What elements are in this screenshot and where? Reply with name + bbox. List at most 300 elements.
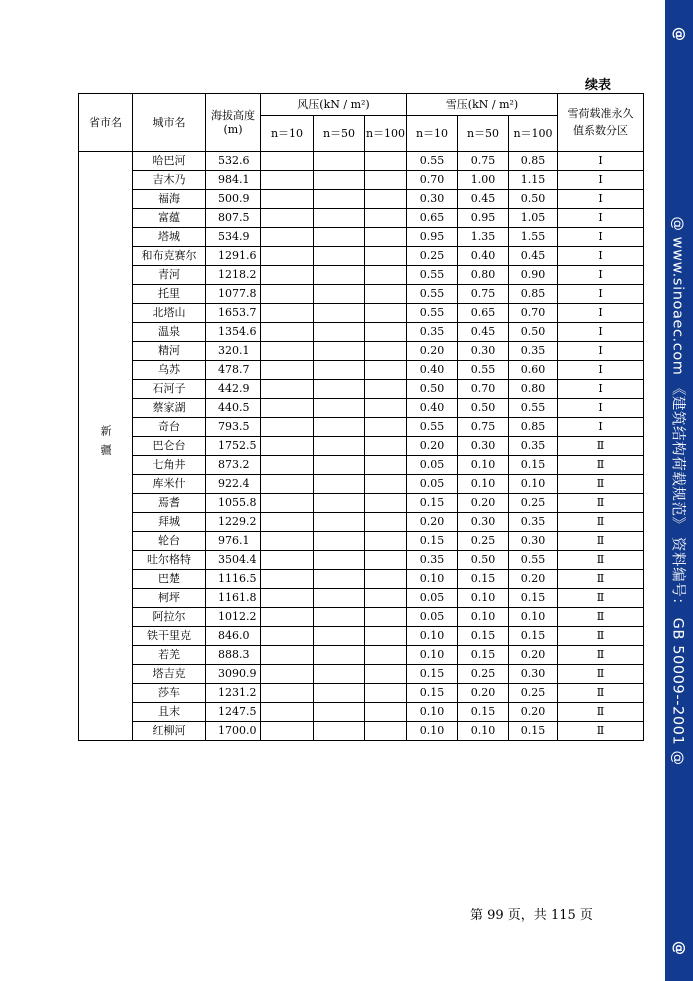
wind-n50-cell xyxy=(314,209,365,228)
wind-n10-cell xyxy=(261,494,314,513)
altitude-cell: 320.1 xyxy=(206,342,261,361)
header-altitude-label: 海拔高度 xyxy=(211,109,255,123)
wind-n50-cell xyxy=(314,418,365,437)
wind-n100-cell xyxy=(365,589,407,608)
snow-n100-cell: 0.70 xyxy=(509,304,558,323)
zone-cell: Ⅱ xyxy=(558,513,644,532)
city-cell: 红柳河 xyxy=(133,722,206,741)
zone-cell: Ⅱ xyxy=(558,684,644,703)
snow-n100-cell: 0.45 xyxy=(509,247,558,266)
wind-n50-cell xyxy=(314,532,365,551)
snow-n100-cell: 0.25 xyxy=(509,684,558,703)
wind-n50-cell xyxy=(314,627,365,646)
zone-cell: Ⅰ xyxy=(558,285,644,304)
snow-n50-cell: 0.30 xyxy=(458,342,509,361)
snow-n10-cell: 0.10 xyxy=(407,570,458,589)
snow-n50-cell: 0.75 xyxy=(458,285,509,304)
snow-n50-cell: 0.15 xyxy=(458,627,509,646)
city-cell: 福海 xyxy=(133,190,206,209)
snow-n50-cell: 0.10 xyxy=(458,456,509,475)
altitude-cell: 440.5 xyxy=(206,399,261,418)
wind-n100-cell xyxy=(365,513,407,532)
wind-n50-cell xyxy=(314,228,365,247)
altitude-cell: 1653.7 xyxy=(206,304,261,323)
table-row xyxy=(79,494,644,513)
snow-n10-cell: 0.20 xyxy=(407,437,458,456)
wind-n100-cell xyxy=(365,551,407,570)
wind-n50-cell xyxy=(314,152,365,171)
wind-n100-cell xyxy=(365,285,407,304)
wind-n10-cell xyxy=(261,551,314,570)
snow-n100-cell: 0.20 xyxy=(509,570,558,589)
wind-n50-cell xyxy=(314,589,365,608)
altitude-cell: 984.1 xyxy=(206,171,261,190)
snow-n50-cell: 0.10 xyxy=(458,475,509,494)
table-row xyxy=(79,570,644,589)
snow-n10-cell: 0.25 xyxy=(407,247,458,266)
altitude-cell: 1247.5 xyxy=(206,703,261,722)
table-body xyxy=(79,152,644,741)
city-cell: 石河子 xyxy=(133,380,206,399)
wind-n10-cell xyxy=(261,399,314,418)
wind-n50-cell xyxy=(314,665,365,684)
snow-n10-cell: 0.20 xyxy=(407,342,458,361)
altitude-cell: 1354.6 xyxy=(206,323,261,342)
wind-n10-cell xyxy=(261,513,314,532)
altitude-cell: 1116.5 xyxy=(206,570,261,589)
snow-n50-cell: 0.55 xyxy=(458,361,509,380)
wind-n50-cell xyxy=(314,703,365,722)
snow-n10-cell: 0.55 xyxy=(407,285,458,304)
table-row xyxy=(79,627,644,646)
wind-n10-cell xyxy=(261,665,314,684)
wind-n50-cell xyxy=(314,684,365,703)
wind-n100-cell xyxy=(365,570,407,589)
table-row xyxy=(79,323,644,342)
wind-n10-cell xyxy=(261,646,314,665)
sidebar-text: @ www.sinoaec.com 《建筑结构荷载规范》 资料编号： GB 50009--2001 @ xyxy=(669,215,686,766)
city-cell: 巴楚 xyxy=(133,570,206,589)
wind-n50-cell xyxy=(314,722,365,741)
table-row xyxy=(79,551,644,570)
table-row xyxy=(79,152,644,171)
snow-n100-cell: 0.85 xyxy=(509,152,558,171)
snow-n10-cell: 0.10 xyxy=(407,627,458,646)
snow-n10-cell: 0.30 xyxy=(407,190,458,209)
wind-n100-cell xyxy=(365,266,407,285)
zone-cell: Ⅰ xyxy=(558,247,644,266)
snow-n10-cell: 0.05 xyxy=(407,608,458,627)
wind-n50-cell xyxy=(314,190,365,209)
snow-n100-cell: 0.30 xyxy=(509,665,558,684)
city-cell: 吉木乃 xyxy=(133,171,206,190)
altitude-cell: 873.2 xyxy=(206,456,261,475)
province-name: 新疆 xyxy=(99,425,113,464)
city-cell: 焉耆 xyxy=(133,494,206,513)
header-snow-n10: n＝10 xyxy=(407,116,458,152)
wind-n100-cell xyxy=(365,627,407,646)
snow-n100-cell: 0.35 xyxy=(509,342,558,361)
zone-cell: Ⅰ xyxy=(558,399,644,418)
wind-n10-cell xyxy=(261,266,314,285)
wind-n100-cell xyxy=(365,437,407,456)
snow-n50-cell: 0.10 xyxy=(458,722,509,741)
wind-n50-cell xyxy=(314,646,365,665)
snow-n50-cell: 0.15 xyxy=(458,570,509,589)
wind-n100-cell xyxy=(365,532,407,551)
altitude-cell: 793.5 xyxy=(206,418,261,437)
city-cell: 精河 xyxy=(133,342,206,361)
altitude-cell: 1161.8 xyxy=(206,589,261,608)
wind-n10-cell xyxy=(261,190,314,209)
wind-n10-cell xyxy=(261,152,314,171)
altitude-cell: 1231.2 xyxy=(206,684,261,703)
altitude-cell: 532.6 xyxy=(206,152,261,171)
table-row xyxy=(79,722,644,741)
wind-n50-cell xyxy=(314,285,365,304)
wind-n100-cell xyxy=(365,380,407,399)
snow-n50-cell: 0.50 xyxy=(458,399,509,418)
snow-n100-cell: 0.25 xyxy=(509,494,558,513)
table-row xyxy=(79,361,644,380)
snow-n100-cell: 0.50 xyxy=(509,323,558,342)
snow-n10-cell: 0.15 xyxy=(407,665,458,684)
snow-n10-cell: 0.10 xyxy=(407,703,458,722)
snow-n100-cell: 0.50 xyxy=(509,190,558,209)
snow-n50-cell: 0.75 xyxy=(458,152,509,171)
snow-n10-cell: 0.55 xyxy=(407,152,458,171)
table-row xyxy=(79,703,644,722)
zone-cell: Ⅰ xyxy=(558,228,644,247)
wind-n10-cell xyxy=(261,171,314,190)
city-cell: 柯坪 xyxy=(133,589,206,608)
header-wind-n10: n＝10 xyxy=(261,116,314,152)
table-row xyxy=(79,171,644,190)
province-cell xyxy=(79,152,133,741)
header-snow: 雪压(kN / m²) xyxy=(407,94,558,116)
zone-cell: Ⅱ xyxy=(558,437,644,456)
snow-n50-cell: 1.00 xyxy=(458,171,509,190)
altitude-cell: 534.9 xyxy=(206,228,261,247)
wind-n50-cell xyxy=(314,551,365,570)
altitude-cell: 3090.9 xyxy=(206,665,261,684)
snow-n10-cell: 0.40 xyxy=(407,399,458,418)
wind-n10-cell xyxy=(261,456,314,475)
snow-n100-cell: 0.80 xyxy=(509,380,558,399)
zone-cell: Ⅱ xyxy=(558,570,644,589)
snow-n100-cell: 1.15 xyxy=(509,171,558,190)
altitude-cell: 888.3 xyxy=(206,646,261,665)
wind-n100-cell xyxy=(365,209,407,228)
altitude-cell: 976.1 xyxy=(206,532,261,551)
city-cell: 七角井 xyxy=(133,456,206,475)
header-province: 省市名 xyxy=(79,94,133,152)
wind-n10-cell xyxy=(261,703,314,722)
altitude-cell: 1218.2 xyxy=(206,266,261,285)
table-row xyxy=(79,456,644,475)
wind-n100-cell xyxy=(365,361,407,380)
wind-n100-cell xyxy=(365,703,407,722)
altitude-cell: 807.5 xyxy=(206,209,261,228)
zone-cell: Ⅰ xyxy=(558,209,644,228)
snow-n10-cell: 0.10 xyxy=(407,646,458,665)
city-cell: 奇台 xyxy=(133,418,206,437)
snow-n100-cell: 1.55 xyxy=(509,228,558,247)
city-cell: 温泉 xyxy=(133,323,206,342)
snow-n50-cell: 0.45 xyxy=(458,323,509,342)
wind-n10-cell xyxy=(261,475,314,494)
table-row xyxy=(79,437,644,456)
wind-n10-cell xyxy=(261,722,314,741)
zone-cell: Ⅱ xyxy=(558,589,644,608)
wind-n50-cell xyxy=(314,608,365,627)
snow-n50-cell: 0.45 xyxy=(458,190,509,209)
snow-n100-cell: 0.20 xyxy=(509,703,558,722)
table-row xyxy=(79,190,644,209)
zone-cell: Ⅱ xyxy=(558,722,644,741)
snow-n100-cell: 0.90 xyxy=(509,266,558,285)
wind-n100-cell xyxy=(365,494,407,513)
table-row xyxy=(79,285,644,304)
continued-label: 续表 xyxy=(585,78,612,93)
wind-n10-cell xyxy=(261,627,314,646)
wind-n10-cell xyxy=(261,323,314,342)
wind-n50-cell xyxy=(314,570,365,589)
zone-cell: Ⅰ xyxy=(558,190,644,209)
wind-n100-cell xyxy=(365,228,407,247)
wind-n10-cell xyxy=(261,228,314,247)
snow-n100-cell: 0.15 xyxy=(509,722,558,741)
table-row xyxy=(79,589,644,608)
wind-n10-cell xyxy=(261,684,314,703)
snow-n10-cell: 0.15 xyxy=(407,494,458,513)
wind-n100-cell xyxy=(365,190,407,209)
wind-n100-cell xyxy=(365,323,407,342)
header-altitude-unit: (m) xyxy=(223,122,243,136)
table-row xyxy=(79,342,644,361)
wind-n50-cell xyxy=(314,247,365,266)
zone-cell: Ⅰ xyxy=(558,380,644,399)
zone-cell: Ⅰ xyxy=(558,418,644,437)
wind-n50-cell xyxy=(314,342,365,361)
zone-cell: Ⅰ xyxy=(558,171,644,190)
zone-cell: Ⅱ xyxy=(558,665,644,684)
table-row xyxy=(79,209,644,228)
table-row xyxy=(79,646,644,665)
wind-n10-cell xyxy=(261,209,314,228)
wind-n100-cell xyxy=(365,475,407,494)
zone-cell: Ⅰ xyxy=(558,152,644,171)
wind-n100-cell xyxy=(365,418,407,437)
snow-n100-cell: 0.85 xyxy=(509,285,558,304)
altitude-cell: 922.4 xyxy=(206,475,261,494)
wind-n10-cell xyxy=(261,247,314,266)
zone-cell: Ⅱ xyxy=(558,608,644,627)
table-row xyxy=(79,475,644,494)
zone-cell: Ⅰ xyxy=(558,304,644,323)
snow-n100-cell: 0.10 xyxy=(509,608,558,627)
snow-n50-cell: 0.10 xyxy=(458,608,509,627)
snow-n50-cell: 0.30 xyxy=(458,437,509,456)
snow-n100-cell: 0.20 xyxy=(509,646,558,665)
wind-n100-cell xyxy=(365,722,407,741)
zone-cell: Ⅱ xyxy=(558,703,644,722)
city-cell: 阿拉尔 xyxy=(133,608,206,627)
altitude-cell: 1291.6 xyxy=(206,247,261,266)
zone-cell: Ⅰ xyxy=(558,323,644,342)
header-wind-n100: n＝100 xyxy=(365,116,407,152)
city-cell: 巴仑台 xyxy=(133,437,206,456)
snow-n10-cell: 0.35 xyxy=(407,323,458,342)
table-row xyxy=(79,399,644,418)
table-row xyxy=(79,266,644,285)
header-snow-zone: 雪荷载准永久值系数分区 xyxy=(558,94,644,152)
zone-cell: Ⅱ xyxy=(558,646,644,665)
snow-n100-cell: 0.35 xyxy=(509,513,558,532)
wind-n100-cell xyxy=(365,171,407,190)
wind-n10-cell xyxy=(261,570,314,589)
wind-n10-cell xyxy=(261,380,314,399)
wind-n100-cell xyxy=(365,247,407,266)
header-altitude xyxy=(206,94,261,152)
altitude-cell: 478.7 xyxy=(206,361,261,380)
city-cell: 铁干里克 xyxy=(133,627,206,646)
table-row xyxy=(79,608,644,627)
wind-n100-cell xyxy=(365,684,407,703)
altitude-cell: 1700.0 xyxy=(206,722,261,741)
snow-n50-cell: 0.10 xyxy=(458,589,509,608)
city-cell: 青河 xyxy=(133,266,206,285)
snow-n10-cell: 0.40 xyxy=(407,361,458,380)
table-row xyxy=(79,665,644,684)
city-cell: 和布克赛尔 xyxy=(133,247,206,266)
snow-n50-cell: 0.50 xyxy=(458,551,509,570)
city-cell: 且末 xyxy=(133,703,206,722)
city-cell: 富蕴 xyxy=(133,209,206,228)
altitude-cell: 1229.2 xyxy=(206,513,261,532)
zone-cell: Ⅱ xyxy=(558,456,644,475)
zone-cell: Ⅰ xyxy=(558,342,644,361)
snow-n50-cell: 0.70 xyxy=(458,380,509,399)
table-row xyxy=(79,228,644,247)
snow-n10-cell: 0.55 xyxy=(407,266,458,285)
snow-n50-cell: 0.75 xyxy=(458,418,509,437)
snow-n10-cell: 0.05 xyxy=(407,475,458,494)
snow-n100-cell: 0.60 xyxy=(509,361,558,380)
wind-n50-cell xyxy=(314,494,365,513)
altitude-cell: 3504.4 xyxy=(206,551,261,570)
table-row xyxy=(79,684,644,703)
table-row xyxy=(79,418,644,437)
snow-n10-cell: 0.55 xyxy=(407,418,458,437)
header-snow-n100: n＝100 xyxy=(509,116,558,152)
snow-n100-cell: 0.15 xyxy=(509,456,558,475)
snow-n50-cell: 0.95 xyxy=(458,209,509,228)
wind-n50-cell xyxy=(314,456,365,475)
header-wind-n50: n＝50 xyxy=(314,116,365,152)
table-row xyxy=(79,532,644,551)
city-cell: 库米什 xyxy=(133,475,206,494)
snow-n50-cell: 0.20 xyxy=(458,684,509,703)
zone-cell: Ⅰ xyxy=(558,266,644,285)
wind-n50-cell xyxy=(314,437,365,456)
snow-n10-cell: 0.50 xyxy=(407,380,458,399)
header-city: 城市名 xyxy=(133,94,206,152)
snow-n100-cell: 0.55 xyxy=(509,399,558,418)
snow-n10-cell: 0.70 xyxy=(407,171,458,190)
city-cell: 北塔山 xyxy=(133,304,206,323)
snow-n10-cell: 0.20 xyxy=(407,513,458,532)
snow-n50-cell: 0.65 xyxy=(458,304,509,323)
snow-n10-cell: 0.95 xyxy=(407,228,458,247)
at-symbol-bottom: @ xyxy=(671,941,687,955)
city-cell: 吐尔格特 xyxy=(133,551,206,570)
wind-n50-cell xyxy=(314,266,365,285)
city-cell: 拜城 xyxy=(133,513,206,532)
wind-n50-cell xyxy=(314,380,365,399)
snow-n50-cell: 0.25 xyxy=(458,532,509,551)
wind-n50-cell xyxy=(314,475,365,494)
snow-n50-cell: 0.40 xyxy=(458,247,509,266)
snow-n10-cell: 0.35 xyxy=(407,551,458,570)
wind-n100-cell xyxy=(365,342,407,361)
snow-n100-cell: 0.10 xyxy=(509,475,558,494)
city-cell: 塔城 xyxy=(133,228,206,247)
snow-n100-cell: 0.30 xyxy=(509,532,558,551)
altitude-cell: 500.9 xyxy=(206,190,261,209)
at-symbol-top: @ xyxy=(671,27,687,41)
snow-n100-cell: 0.35 xyxy=(509,437,558,456)
snow-n50-cell: 0.80 xyxy=(458,266,509,285)
wind-n50-cell xyxy=(314,513,365,532)
wind-n50-cell xyxy=(314,399,365,418)
table-row xyxy=(79,247,644,266)
city-cell: 哈巴河 xyxy=(133,152,206,171)
snow-n100-cell: 0.15 xyxy=(509,589,558,608)
wind-n10-cell xyxy=(261,304,314,323)
wind-n10-cell xyxy=(261,285,314,304)
zone-cell: Ⅱ xyxy=(558,627,644,646)
wind-n50-cell xyxy=(314,171,365,190)
altitude-cell: 1752.5 xyxy=(206,437,261,456)
wind-n100-cell xyxy=(365,456,407,475)
snow-n100-cell: 1.05 xyxy=(509,209,558,228)
altitude-cell: 442.9 xyxy=(206,380,261,399)
city-cell: 轮台 xyxy=(133,532,206,551)
header-wind: 风压(kN / m²) xyxy=(261,94,407,116)
wind-n100-cell xyxy=(365,304,407,323)
snow-n50-cell: 0.15 xyxy=(458,703,509,722)
wind-n100-cell xyxy=(365,608,407,627)
snow-n100-cell: 0.85 xyxy=(509,418,558,437)
city-cell: 托里 xyxy=(133,285,206,304)
snow-n10-cell: 0.65 xyxy=(407,209,458,228)
page-number: 第 99 页，共 115 页 xyxy=(470,908,593,923)
wind-n10-cell xyxy=(261,361,314,380)
altitude-cell: 846.0 xyxy=(206,627,261,646)
table-row xyxy=(79,380,644,399)
altitude-cell: 1012.2 xyxy=(206,608,261,627)
altitude-cell: 1055.8 xyxy=(206,494,261,513)
snow-n10-cell: 0.10 xyxy=(407,722,458,741)
city-cell: 若羌 xyxy=(133,646,206,665)
snow-n50-cell: 0.30 xyxy=(458,513,509,532)
wind-n50-cell xyxy=(314,323,365,342)
city-cell: 蔡家湖 xyxy=(133,399,206,418)
snow-n10-cell: 0.05 xyxy=(407,589,458,608)
snow-n50-cell: 1.35 xyxy=(458,228,509,247)
city-cell: 莎车 xyxy=(133,684,206,703)
